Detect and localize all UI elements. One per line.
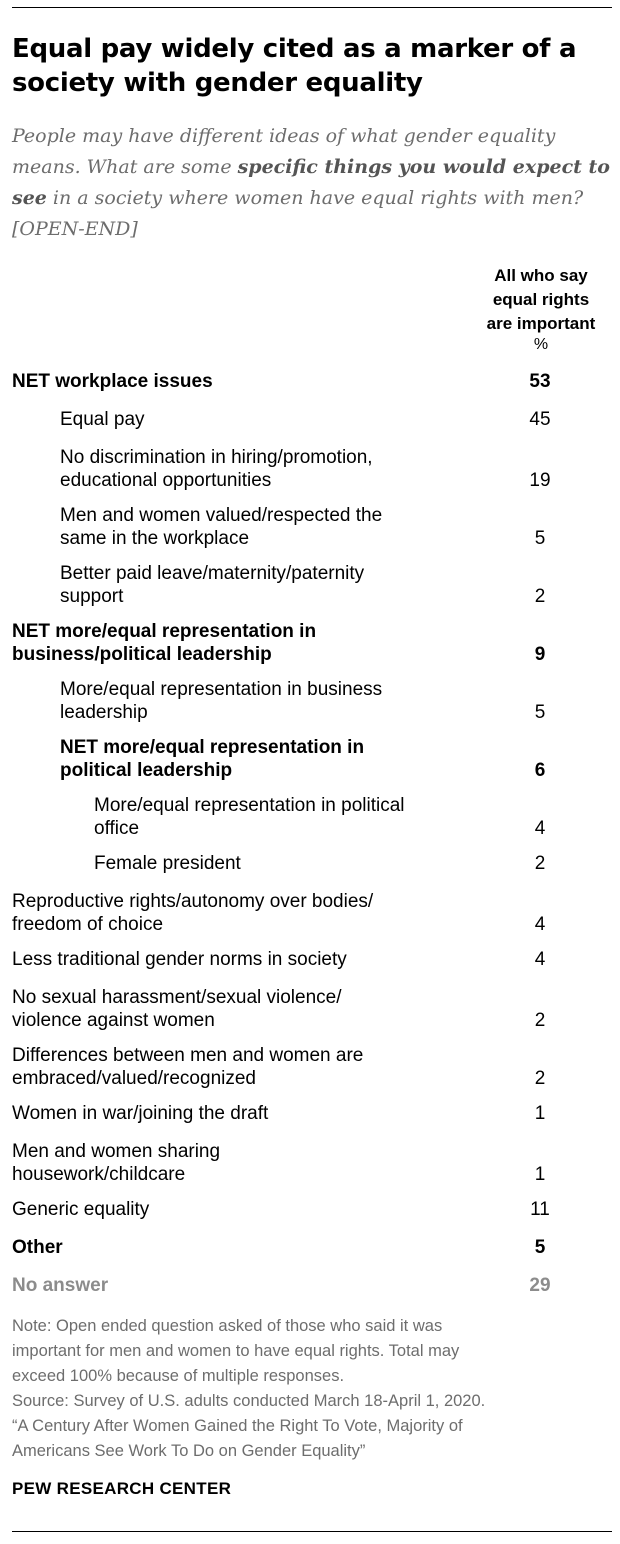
row-label-line: Women in war/joining the draft: [12, 1103, 269, 1124]
row-label-line: More/equal representation in political: [94, 795, 405, 816]
row-label-line: Differences between men and women are: [12, 1045, 364, 1066]
row-label-line: NET more/equal representation in: [60, 737, 365, 758]
row-label: [12, 370, 213, 393]
row-label: [60, 408, 145, 431]
row-value: 6: [534, 760, 546, 781]
row-label: [60, 678, 382, 724]
row-label-line: Female president: [94, 853, 241, 874]
row-label: [60, 736, 364, 782]
chart-title: Equal pay widely cited as a marker of a society with gender equality: [12, 34, 577, 98]
row-value: 11: [530, 1199, 550, 1220]
column-header-line-1: All who say: [494, 266, 588, 285]
row-value: 4: [534, 914, 546, 935]
bottom-rule: [12, 1531, 612, 1532]
row-label-line: More/equal representation in business: [60, 679, 383, 700]
note-line: important for men and women to have equal rights. Total may: [12, 1342, 460, 1360]
row-label: [12, 620, 316, 666]
column-header-line-3: are important: [486, 314, 596, 333]
row-label-line: same in the workplace: [60, 528, 250, 549]
column-header-unit: %: [533, 336, 549, 353]
row-label-line: educational opportunities: [60, 470, 272, 491]
row-value: 2: [534, 586, 546, 607]
source-line: Americans See Work To Do on Gender Equality”: [12, 1442, 366, 1460]
row-value: 5: [534, 528, 546, 549]
row-value: 53: [529, 371, 551, 392]
row-label-line: office: [94, 818, 140, 839]
subtitle-text-2: in a society where women have equal rights with men? [OPEN-END]: [12, 187, 584, 240]
pew-logo-text: PEW RESEARCH CENTER: [12, 1479, 232, 1498]
subtitle-text-1: People may have different ideas of what gender equality means. What are some: [12, 125, 556, 178]
row-label-line: Better paid leave/maternity/paternity: [60, 563, 365, 584]
row-label-line: leadership: [60, 702, 148, 723]
row-label: [60, 562, 364, 608]
row-label: [12, 1198, 149, 1221]
row-label-line: Men and women valued/respected the: [60, 505, 383, 526]
row-label-line: business/political leadership: [12, 644, 272, 665]
row-label: [94, 852, 241, 875]
row-label-line: political leadership: [60, 760, 233, 781]
row-value: 1: [534, 1164, 546, 1185]
chart-notes: [12, 1314, 612, 1464]
row-label-line: No answer: [12, 1275, 109, 1296]
row-value: 19: [529, 470, 551, 491]
row-label-line: Less traditional gender norms in society: [12, 949, 347, 970]
row-label: [60, 446, 373, 492]
source-line: “A Century After Women Gained the Right To Vote, Majority of: [12, 1417, 463, 1435]
row-label: [12, 1274, 108, 1297]
row-label-line: No discrimination in hiring/promotion,: [60, 447, 373, 468]
row-label-line: Other: [12, 1237, 63, 1258]
row-label: [12, 890, 373, 936]
row-label-line: support: [60, 586, 124, 607]
row-label-line: freedom of choice: [12, 914, 164, 935]
row-label-line: housework/childcare: [12, 1164, 186, 1185]
row-label-line: Generic equality: [12, 1199, 150, 1220]
row-value: 9: [534, 644, 546, 665]
row-label: [12, 1102, 268, 1125]
source-line: Source: Survey of U.S. adults conducted March 18-April 1, 2020.: [12, 1392, 486, 1410]
row-label-line: Equal pay: [60, 409, 145, 430]
row-label-line: Reproductive rights/autonomy over bodies/: [12, 891, 374, 912]
row-value: 2: [534, 853, 546, 874]
row-label: [60, 504, 382, 550]
row-label: [12, 948, 347, 971]
row-value: 1: [534, 1103, 546, 1124]
row-label: [12, 1236, 63, 1259]
note-line: exceed 100% because of multiple responses.: [12, 1367, 345, 1385]
row-label-line: Men and women sharing: [12, 1141, 221, 1162]
row-label-line: NET workplace issues: [12, 371, 213, 392]
row-label: [12, 1140, 220, 1186]
note-line: Note: Open ended question asked of those who said it was: [12, 1317, 443, 1335]
row-label: [94, 794, 405, 840]
row-value: 29: [529, 1275, 551, 1296]
row-value: 2: [534, 1068, 546, 1089]
column-header-line-2: equal rights: [492, 290, 590, 309]
row-value: 4: [534, 949, 546, 970]
row-label-line: No sexual harassment/sexual violence/: [12, 987, 342, 1008]
row-value: 45: [529, 409, 551, 430]
row-label: [12, 986, 342, 1032]
row-label: [12, 1044, 363, 1090]
row-label-line: violence against women: [12, 1010, 215, 1031]
row-value: 5: [534, 702, 546, 723]
row-value: 2: [534, 1010, 546, 1031]
row-label-line: NET more/equal representation in: [12, 621, 317, 642]
row-value: 4: [534, 818, 546, 839]
row-value: 5: [534, 1237, 546, 1258]
row-label-line: embraced/valued/recognized: [12, 1068, 256, 1089]
subtitle-emphasis: specific things you would expect to see: [12, 156, 610, 209]
